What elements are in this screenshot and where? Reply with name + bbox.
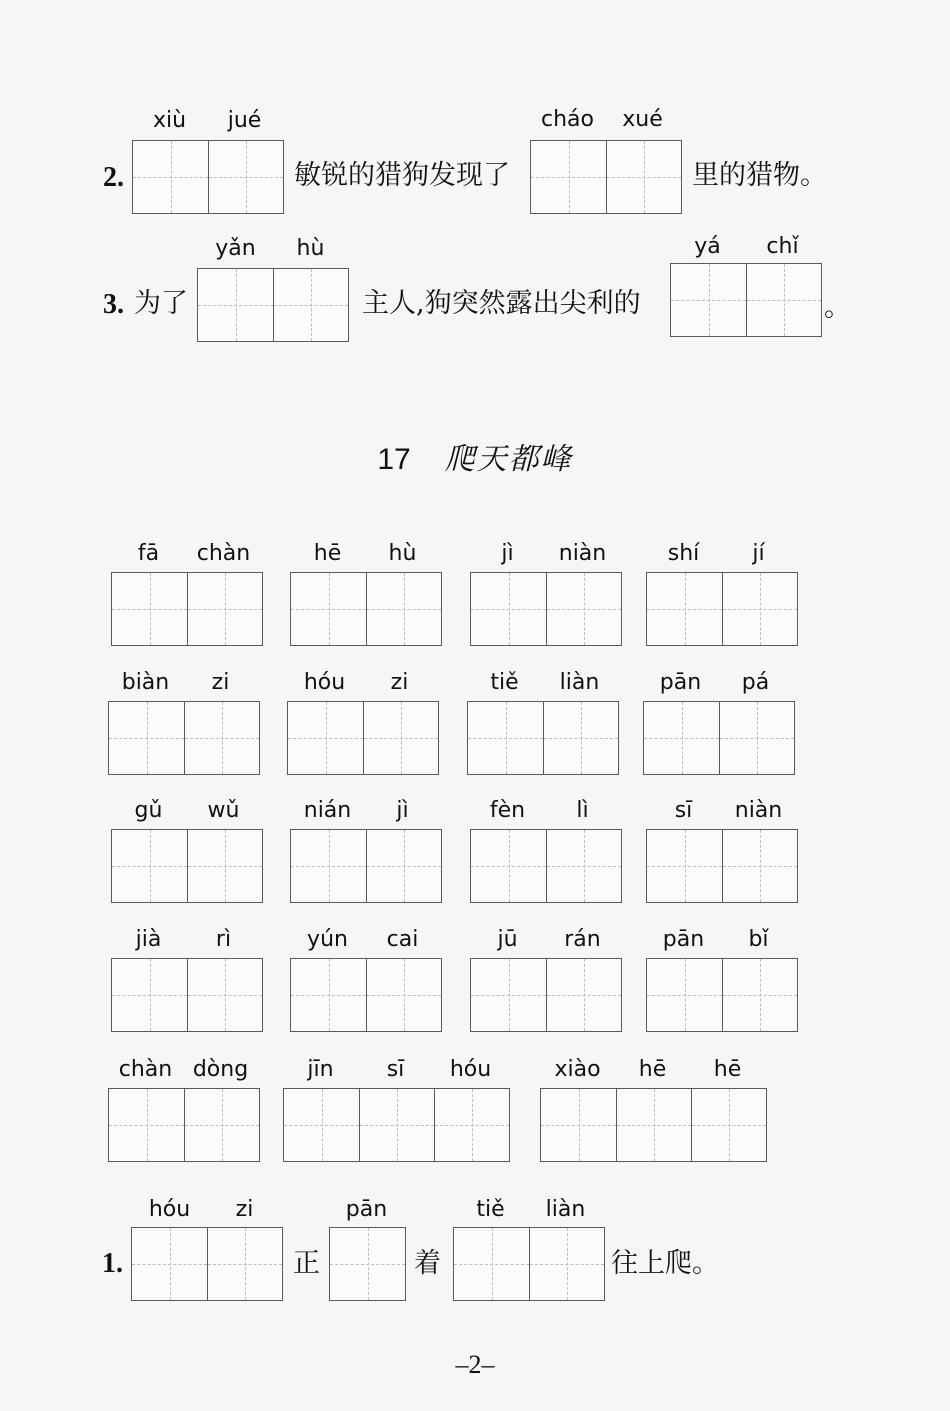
pinyin: jì [396, 798, 409, 823]
pinyin: biàn [121, 670, 170, 695]
writing-box-chaoxue[interactable] [530, 140, 682, 214]
pinyin: hóu [148, 1197, 191, 1222]
pinyin: rì [215, 927, 232, 952]
writing-box-yanhu[interactable] [197, 268, 349, 342]
pinyin: xiù [152, 108, 187, 133]
pinyin: hē [313, 541, 342, 566]
writing-box[interactable] [643, 701, 795, 775]
writing-box[interactable] [470, 829, 622, 903]
pinyin: niàn [558, 541, 607, 566]
pinyin: zi [235, 1197, 254, 1222]
sentence-text: 往上爬。 [611, 1248, 719, 1279]
writing-box[interactable] [287, 701, 439, 775]
writing-box[interactable] [470, 572, 622, 646]
lesson-number: 17 [377, 443, 411, 476]
pinyin: yá [694, 234, 721, 259]
question-number: 2. [103, 162, 124, 193]
pinyin: chǐ [766, 234, 799, 259]
pinyin: hù [296, 236, 325, 261]
pinyin: nián [303, 798, 352, 823]
writing-box[interactable] [467, 701, 619, 775]
pinyin: pá [741, 670, 770, 695]
pinyin: wǔ [207, 798, 240, 823]
pinyin: tiě [476, 1197, 505, 1222]
pinyin: chàn [196, 541, 251, 566]
writing-box[interactable] [108, 1088, 260, 1162]
pinyin: jì [501, 541, 514, 566]
pinyin: jué [227, 108, 262, 133]
page-number: –2– [455, 1350, 495, 1379]
pinyin: hē [713, 1057, 742, 1082]
pinyin: yǎn [215, 236, 256, 261]
pinyin: chàn [118, 1057, 173, 1082]
pinyin: lì [576, 798, 589, 823]
sentence-text: 为了 [134, 288, 188, 319]
writing-box[interactable] [646, 958, 798, 1032]
pinyin: hóu [303, 670, 346, 695]
pinyin: xué [622, 107, 663, 132]
writing-box-houzi[interactable] [131, 1227, 283, 1301]
pinyin: pān [662, 927, 705, 952]
pinyin: niàn [734, 798, 783, 823]
sentence-text: 。 [824, 292, 851, 323]
pinyin: bǐ [748, 927, 769, 952]
writing-box-pan[interactable] [329, 1227, 406, 1301]
writing-box[interactable] [108, 701, 260, 775]
pinyin: hóu [449, 1057, 492, 1082]
pinyin: tiě [490, 670, 519, 695]
sentence-text: 敏锐的猎狗发现了 [294, 160, 510, 191]
lesson-title [0, 440, 950, 480]
pinyin: hù [388, 541, 417, 566]
pinyin: jí [752, 541, 765, 566]
pinyin: zi [211, 670, 230, 695]
sentence-text: 正 [293, 1248, 320, 1279]
sentence-text: 着 [414, 1248, 441, 1279]
writing-box[interactable] [290, 958, 442, 1032]
writing-box[interactable] [111, 958, 263, 1032]
writing-box[interactable] [646, 572, 798, 646]
writing-box[interactable] [540, 1088, 767, 1162]
writing-box[interactable] [470, 958, 622, 1032]
writing-box[interactable] [111, 572, 263, 646]
pinyin: jīn [307, 1057, 334, 1082]
writing-box[interactable] [283, 1088, 510, 1162]
pinyin: shí [667, 541, 700, 566]
lesson-title-text: 爬天都峰 [444, 442, 573, 477]
pinyin: dòng [192, 1057, 249, 1082]
question-number: 1. [102, 1248, 123, 1279]
sentence-text: 主人,狗突然露出尖利的 [362, 288, 641, 319]
pinyin: liàn [559, 670, 600, 695]
pinyin: jū [497, 927, 518, 952]
pinyin: jià [135, 927, 162, 952]
pinyin: hē [638, 1057, 667, 1082]
pinyin: fā [137, 541, 160, 566]
pinyin: liàn [545, 1197, 586, 1222]
writing-box-tielian[interactable] [453, 1227, 605, 1301]
pinyin: yún [307, 927, 348, 952]
pinyin: sī [386, 1057, 405, 1082]
pinyin: gǔ [134, 798, 163, 823]
pinyin: rán [564, 927, 601, 952]
pinyin: sī [674, 798, 693, 823]
question-number: 3. [103, 289, 124, 320]
pinyin: cháo [541, 107, 594, 132]
writing-box[interactable] [290, 829, 442, 903]
pinyin: fèn [489, 798, 526, 823]
writing-box[interactable] [111, 829, 263, 903]
writing-box[interactable] [646, 829, 798, 903]
pinyin: xiào [554, 1057, 601, 1082]
writing-box[interactable] [290, 572, 442, 646]
pinyin: zi [390, 670, 409, 695]
pinyin: pān [345, 1197, 388, 1222]
pinyin: pān [659, 670, 702, 695]
sentence-text: 里的猎物。 [692, 160, 827, 191]
writing-box-xiujue[interactable] [132, 140, 284, 214]
pinyin: cai [386, 927, 419, 952]
writing-box-yachi[interactable] [670, 263, 822, 337]
